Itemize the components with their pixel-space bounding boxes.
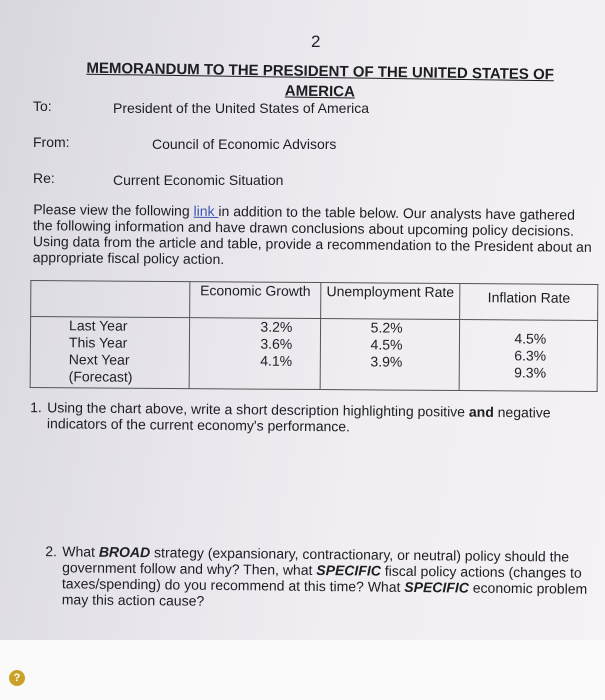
intro-text-before: Please view the following: [33, 201, 194, 219]
to-value: President of the United States of America: [113, 100, 370, 116]
table-row-labels: [30, 317, 190, 389]
question-2-number: 2.: [45, 543, 58, 560]
page-number: 2: [311, 32, 321, 51]
to-label: To:: [33, 98, 52, 114]
question-1: [30, 399, 590, 445]
growth-values: [190, 318, 321, 390]
question-1-number: 1.: [30, 399, 42, 416]
inflation-this-year: 6.3%: [514, 347, 547, 364]
question-1-text: Using the chart above, write a short description highlighting positive and negative indicators of the current economy's performance.: [46, 399, 551, 435]
article-link[interactable]: link: [193, 202, 219, 220]
inflation-values: [460, 320, 598, 392]
intro-text-after: in addition to the table below. Our analysts have gathered the following information and have drawn conclusions about upcoming policy decisions. Using data from the article and table, provide a recommendation to the President about an appropriate fiscal policy action.: [32, 203, 592, 268]
economic-data-table: [30, 280, 599, 392]
row-label-this-year: This Year: [68, 334, 128, 351]
growth-last-year: 3.2%: [260, 318, 293, 335]
re-value: Current Economic Situation: [113, 172, 284, 188]
question-2-text: What BROAD strategy (expansionary, contractionary, or neutral) policy should the government follow and why? Then, what SPECIFIC fiscal policy actions (changes to taxes/spending) do you recommend at this time? What SPECIFIC economic problem may this action cause?: [61, 543, 588, 609]
table-header-inflation: Inflation Rate: [460, 284, 598, 321]
intro-paragraph: [33, 201, 594, 271]
growth-next-year: 4.1%: [260, 352, 293, 369]
question-2: [45, 543, 594, 619]
re-label: Re:: [33, 170, 55, 186]
table-header-growth: Economic Growth: [190, 282, 320, 319]
unemployment-values: [320, 319, 460, 391]
unemployment-next-year: 3.9%: [370, 353, 403, 370]
from-value: Council of Economic Advisors: [152, 136, 337, 152]
memo-title: MEMORANDUM TO THE PRESIDENT OF THE UNITED STATES OF AMERICA: [86, 59, 554, 101]
unemployment-this-year: 4.5%: [370, 336, 403, 353]
row-label-last-year: Last Year: [69, 317, 128, 334]
growth-this-year: 3.6%: [260, 335, 293, 352]
table-row: [30, 317, 597, 392]
inflation-last-year: 4.5%: [514, 330, 547, 347]
inflation-next-year: 9.3%: [514, 364, 547, 381]
help-icon[interactable]: ?: [9, 670, 25, 686]
table-header-empty: [31, 281, 191, 318]
table-header-row: [31, 281, 598, 321]
row-label-next-year: Next Year (Forecast): [68, 351, 133, 385]
bottom-bar: [0, 640, 605, 700]
from-label: From:: [33, 134, 70, 150]
unemployment-last-year: 5.2%: [370, 319, 403, 336]
table-header-unemployment: Unemployment Rate: [320, 283, 460, 320]
